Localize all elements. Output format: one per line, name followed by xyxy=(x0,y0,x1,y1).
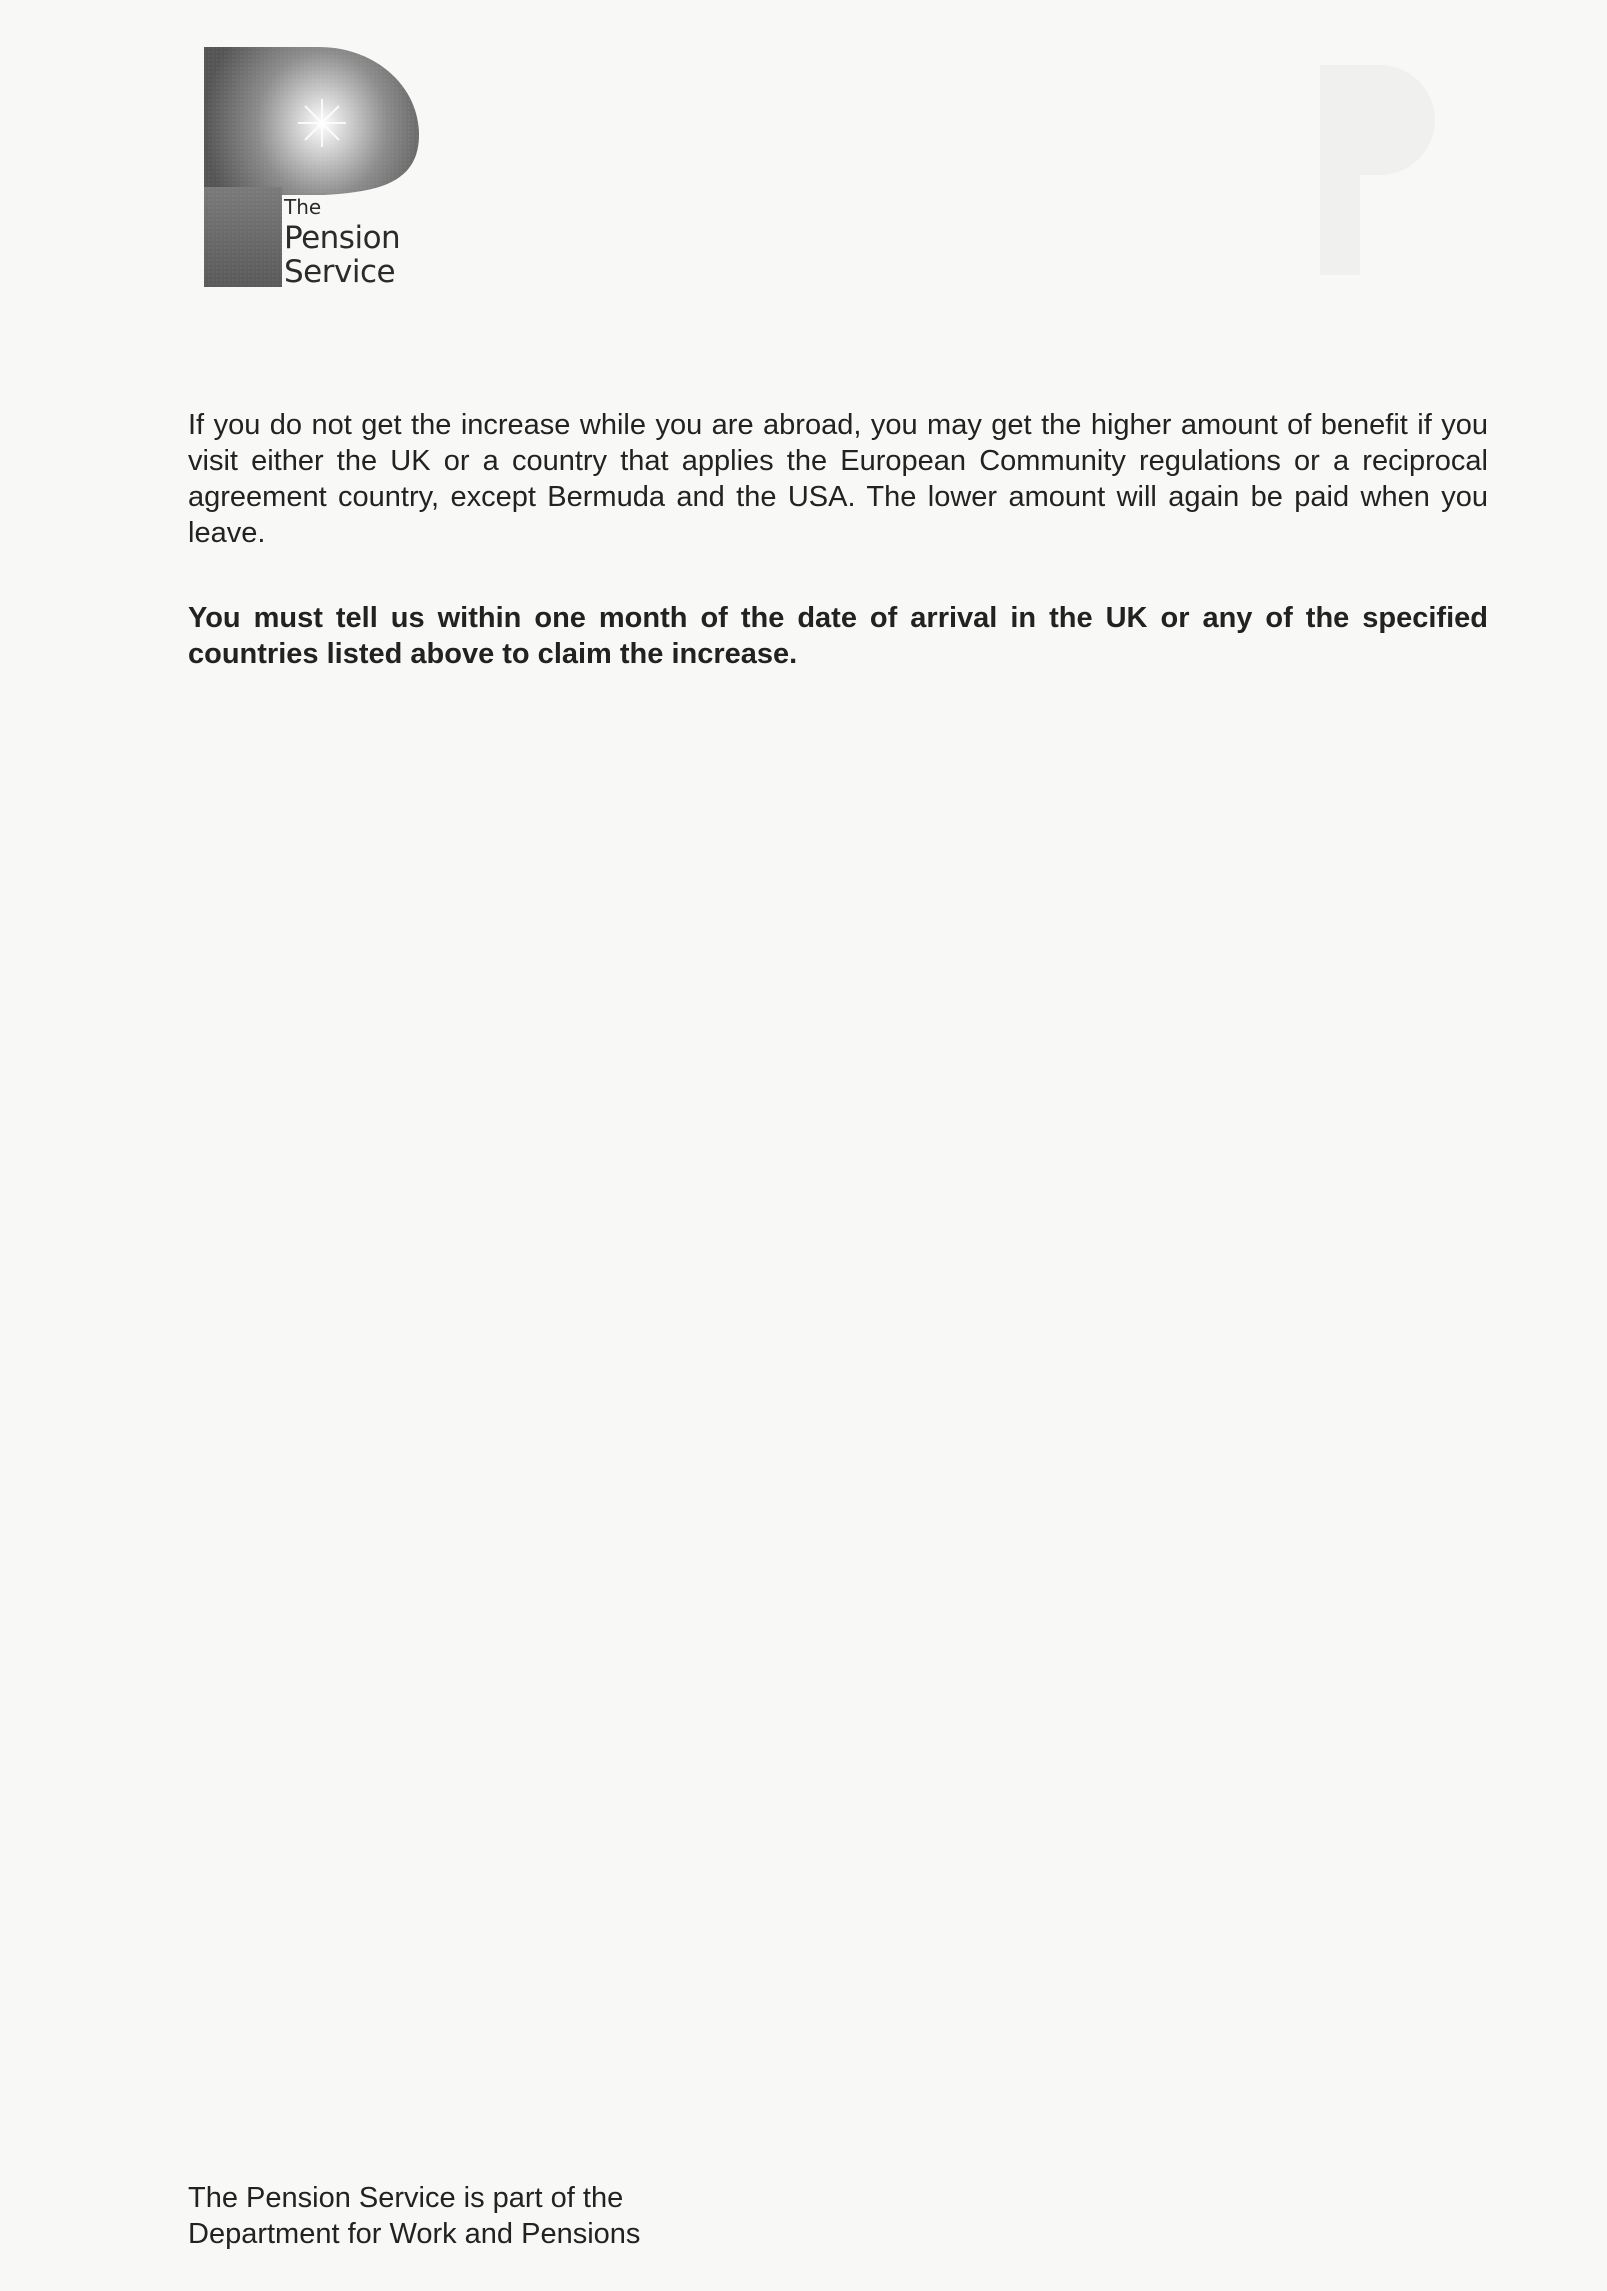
logo-the: The xyxy=(284,195,322,219)
claim-deadline-notice: You must tell us within one month of the date of arrival in the UK or any of the specified countries listed above to claim the increase. xyxy=(188,602,1488,670)
footer-line-2: Department for Work and Pensions xyxy=(188,2218,641,2250)
increase-abroad-paragraph: If you do not get the increase while you are abroad, you may get the higher amount of benefit if you visit either the UK or a country that applies the European Community regulations or a reciprocal agreement country, except Bermuda and the USA. The lower amount will again be paid when you leave. xyxy=(188,409,1488,549)
pension-service-logo xyxy=(204,47,419,290)
footer-line-1: The Pension Service is part of the xyxy=(188,2182,624,2214)
logo-service: Service xyxy=(284,254,396,290)
footer xyxy=(188,2180,888,2252)
logo-wordmark xyxy=(284,197,400,289)
show-through-logo-icon xyxy=(1300,55,1440,285)
logo-pension: Pension xyxy=(284,220,401,256)
